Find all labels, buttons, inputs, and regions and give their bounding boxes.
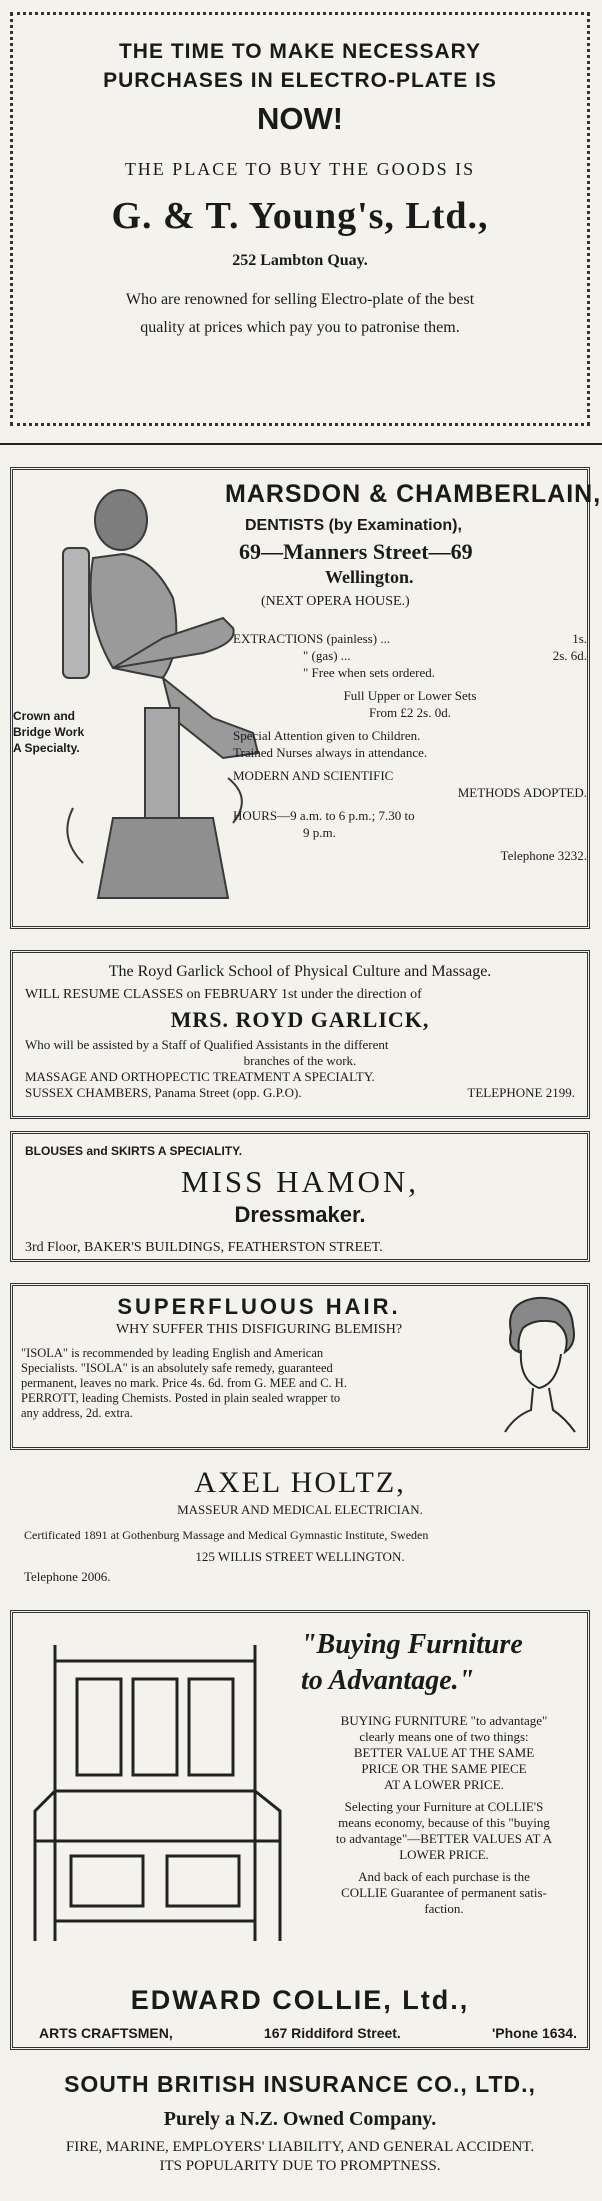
holtz-advertisement [10, 1460, 590, 1605]
hamon-specialty: BLOUSES and SKIRTS A SPECIALITY. [25, 1144, 243, 1158]
collie-headline-1: "Buying Furniture [301, 1629, 523, 1660]
column-rule [0, 443, 602, 445]
young-headline-2: PURCHASES IN ELECTRO-PLATE IS [103, 69, 497, 92]
collie-p1-2: clearly means one of two things: [359, 1729, 529, 1744]
marsdon-price-1-label: EXTRACTIONS (painless) ... [233, 631, 391, 646]
garlick-line-2: Who will be assisted by a Staff of Qualified Assistants in the different [25, 1037, 389, 1052]
marsdon-sets-2: From £2 2s. 0d. [369, 705, 451, 720]
young-address: 252 Lambton Quay. [232, 252, 368, 269]
garlick-address: SUSSEX CHAMBERS, Panama Street (opp. G.P.O). [25, 1085, 302, 1100]
collie-p3-3: faction. [424, 1901, 464, 1916]
collie-p1-1: BUYING FURNITURE "to advantage" [340, 1713, 548, 1728]
garlick-title: The Royd Garlick School of Physical Culture and Massage. [108, 963, 492, 980]
collie-headline-2: to Advantage." [301, 1665, 475, 1696]
collie-phone: 'Phone 1634. [491, 2025, 577, 2041]
isola-title: SUPERFLUOUS HAIR. [117, 1294, 401, 1319]
settle-bench-illustration [25, 1641, 295, 1961]
south-british-name: SOUTH BRITISH INSURANCE CO., LTD., [64, 2071, 536, 2097]
isola-body-5: any address, 2d. extra. [21, 1406, 133, 1420]
collie-address: 167 Riddiford Street. [263, 2025, 401, 2041]
marsdon-modern-2: METHODS ADOPTED. [457, 785, 587, 800]
young-now: NOW! [256, 101, 344, 136]
south-british-lines: FIRE, MARINE, EMPLOYERS' LIABILITY, AND GENERAL ACCIDENT. [65, 2139, 535, 2155]
garlick-telephone: TELEPHONE 2199. [467, 1085, 575, 1100]
garlick-line-3: branches of the work. [243, 1053, 357, 1068]
hamon-name: MISS HAMON, [181, 1164, 419, 1199]
hamon-trade: Dressmaker. [234, 1202, 366, 1227]
south-british-tagline: Purely a N.Z. Owned Company. [163, 2108, 437, 2130]
woman-portrait-illustration [495, 1292, 581, 1442]
marsdon-hours-2: 9 p.m. [303, 825, 336, 840]
marsdon-sets-1: Full Upper or Lower Sets [343, 688, 477, 703]
holtz-name: AXEL HOLTZ, [194, 1466, 406, 1499]
young-company-name: G. & T. Young's, Ltd., [111, 195, 489, 237]
collie-advertisement [10, 1610, 590, 2050]
isola-body-2: Specialists. "ISOLA" is an absolutely safe remedy, guaranteed [21, 1361, 333, 1375]
marsdon-price-1-value: 1s. [572, 631, 587, 646]
marsdon-price-2-label: " (gas) ... [303, 648, 351, 663]
marsdon-price-3: " Free when sets ordered. [303, 665, 436, 680]
collie-p1-3: BETTER VALUE AT THE SAME [353, 1745, 535, 1760]
marsdon-modern-1: MODERN AND SCIENTIFIC [233, 768, 394, 783]
marsdon-landmark: (NEXT OPERA HOUSE.) [261, 594, 410, 609]
isola-body-1: "ISOLA" is recommended by leading English and American [21, 1346, 324, 1360]
marsdon-price-2-value: 2s. 6d. [552, 648, 587, 663]
marsdon-telephone: Telephone 3232. [500, 848, 587, 863]
garlick-line-1: WILL RESUME CLASSES on FEBRUARY 1st under the direction of [25, 987, 422, 1002]
south-british-advertisement [10, 2063, 590, 2197]
collie-p1-5: AT A LOWER PRICE. [384, 1777, 504, 1792]
hamon-advertisement [10, 1131, 590, 1262]
collie-p2-1: Selecting your Furniture at COLLIE'S [344, 1799, 544, 1814]
isola-advertisement [10, 1283, 590, 1450]
collie-company: EDWARD COLLIE, Ltd., [130, 1985, 470, 2015]
young-body-2: quality at prices which pay you to patronise them. [140, 319, 460, 336]
marsdon-nurses: Trained Nurses always in attendance. [233, 745, 428, 760]
holtz-title: MASSEUR AND MEDICAL ELECTRICIAN. [177, 1502, 423, 1517]
marsdon-hours-1: HOURS—9 a.m. to 6 p.m.; 7.30 to [233, 808, 415, 823]
young-place: THE PLACE TO BUY THE GOODS IS [124, 159, 476, 179]
young-headline-1: THE TIME TO MAKE NECESSARY [118, 40, 482, 63]
marsdon-side-note-2: Bridge Work [13, 725, 85, 739]
marsdon-children: Special Attention given to Children. [233, 728, 421, 743]
collie-p3-1: And back of each purchase is the [358, 1869, 530, 1884]
marsdon-side-note-1: Crown and [13, 709, 75, 723]
south-british-motto: ITS POPULARITY DUE TO PROMPTNESS. [159, 2158, 441, 2174]
marsdon-profession: DENTISTS (by Examination), [245, 517, 462, 534]
marsdon-city: Wellington. [325, 567, 414, 587]
isola-question: WHY SUFFER THIS DISFIGURING BLEMISH? [115, 1322, 403, 1337]
young-advertisement [10, 12, 590, 426]
collie-p3-2: COLLIE Guarantee of permanent satis- [341, 1885, 547, 1900]
marsdon-name: MARSDON & CHAMBERLAIN, [225, 480, 602, 508]
marsdon-advertisement [10, 467, 602, 929]
holtz-telephone: Telephone 2006. [24, 1569, 111, 1584]
holtz-cert: Certificated 1891 at Gothenburg Massage and Medical Gymnastic Institute, Sweden [24, 1528, 429, 1542]
collie-p2-2: means economy, because of this "buying [338, 1815, 550, 1830]
collie-p2-3: to advantage"—BETTER VALUES AT A [335, 1831, 553, 1846]
young-body-1: Who are renowned for selling Electro-plate of the best [125, 291, 475, 308]
collie-p1-4: PRICE OR THE SAME PIECE [361, 1761, 527, 1776]
garlick-name: MRS. ROYD GARLICK, [170, 1007, 430, 1032]
collie-p2-4: LOWER PRICE. [399, 1847, 489, 1862]
marsdon-side-note-3: A Specialty. [13, 741, 80, 755]
isola-body-3: permanent, leaves no mark. Price 4s. 6d. from G. MEE and C. H. [21, 1376, 347, 1390]
hamon-address: 3rd Floor, BAKER'S BUILDINGS, FEATHERSTON STREET. [25, 1240, 383, 1255]
isola-body-4: PERROTT, leading Chemists. Posted in plain sealed wrapper to [21, 1391, 341, 1405]
holtz-address: 125 WILLIS STREET WELLINGTON. [195, 1549, 405, 1564]
collie-trade: ARTS CRAFTSMEN, [39, 2025, 173, 2041]
marsdon-street: 69—Manners Street—69 [239, 539, 473, 564]
garlick-specialty: MASSAGE AND ORTHOPECTIC TREATMENT A SPECIALTY. [25, 1069, 375, 1084]
garlick-advertisement [10, 950, 590, 1119]
